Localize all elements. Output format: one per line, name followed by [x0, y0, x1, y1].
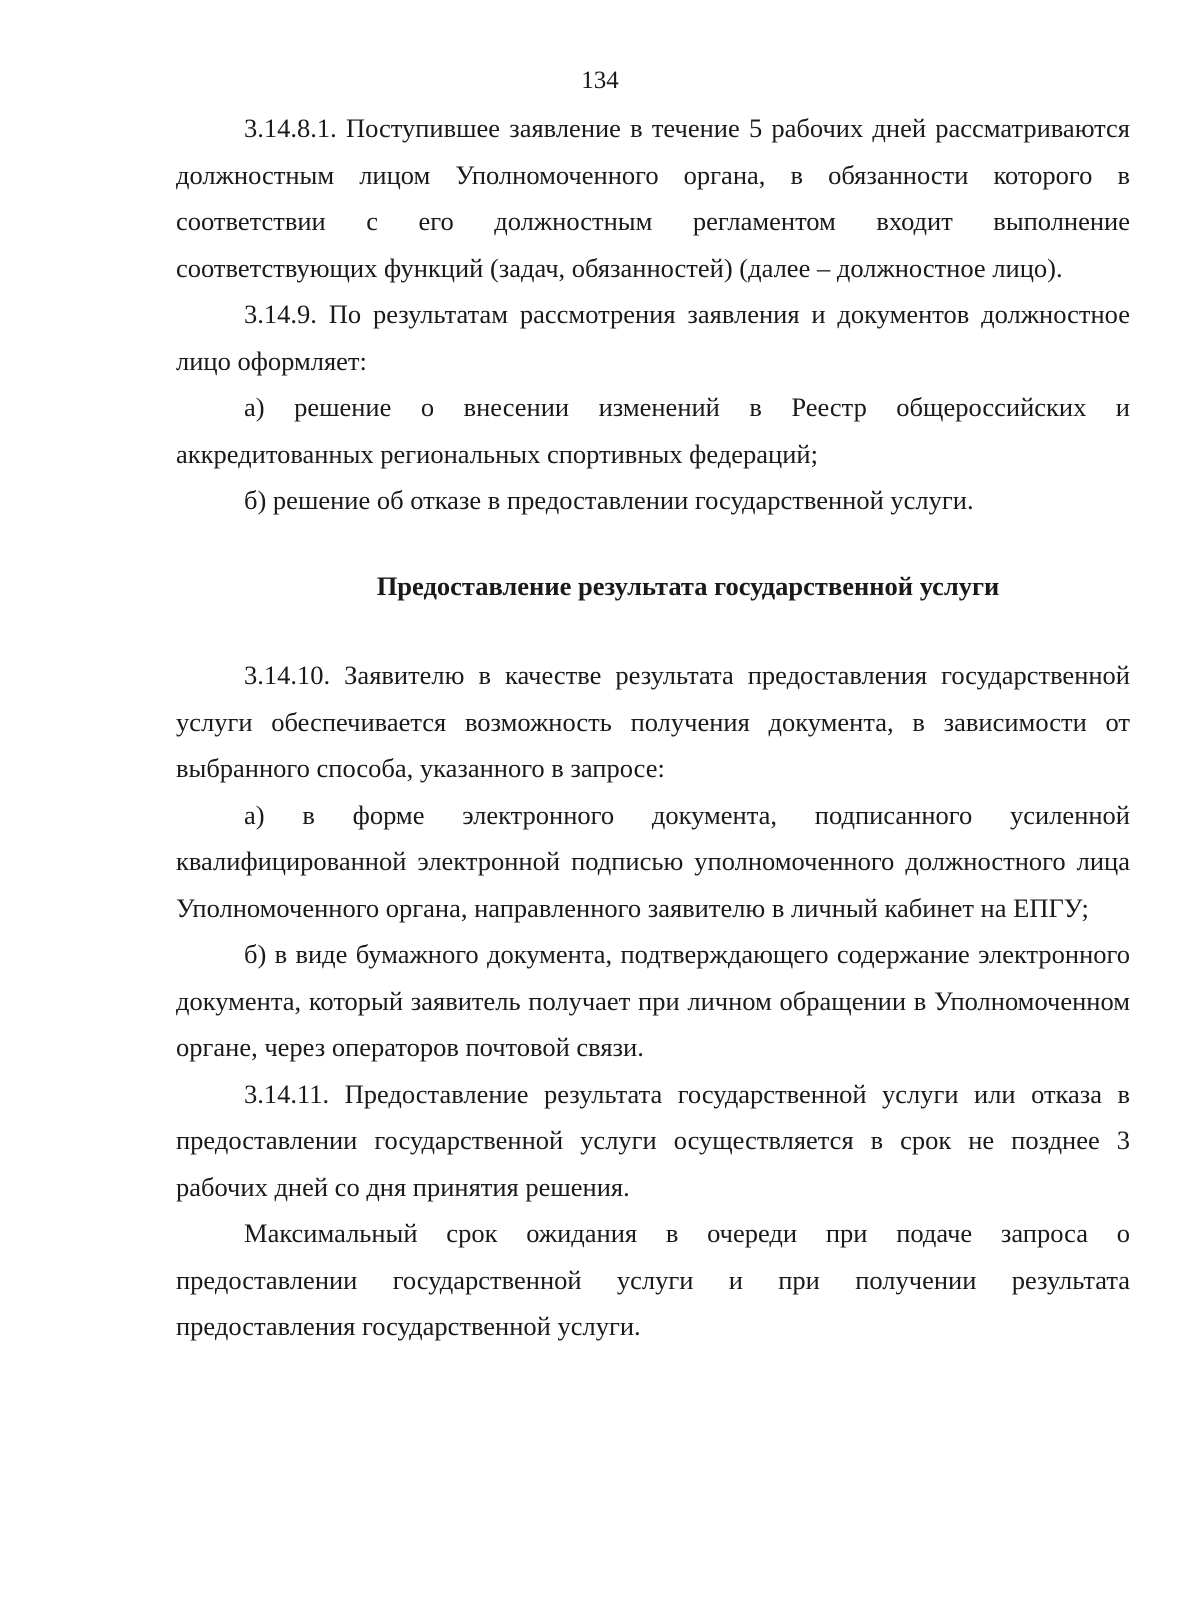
- section-heading: Предоставление результата государственной услуги: [376, 571, 1000, 601]
- list-item-a-registry-decision: а) решение о внесении изменений в Реестр общероссийских и аккредитованных региональных спортивных федераций;: [176, 392, 1130, 469]
- paragraph-3-14-11: 3.14.11. Предоставление результата государственной услуги или отказа в предоставлении государственной услуги осуществляется в срок не позднее 3 рабочих дней со дня принятия решения.: [176, 1078, 1130, 1202]
- list-item-a-electronic-document: а) в форме электронного документа, подписанного усиленной квалифицированной электронной подписью уполномоченного должностного лица Уполномоченного органа, направленного заявителю в личный кабинет на ЕПГУ;: [176, 799, 1130, 923]
- paragraph-max-waiting-time: Максимальный срок ожидания в очереди при подаче запроса о предоставлении государственной услуги и при получении результата предоставления государственной услуги.: [176, 1218, 1130, 1341]
- bottom-text-block: [176, 652, 1130, 1350]
- heading-block: [176, 563, 1200, 610]
- top-text-block: [176, 105, 1130, 524]
- list-item-b-paper-document: б) в виде бумажного документа, подтверждающего содержание электронного документа, который заявитель получает при личном обращении в Уполномоченном органе, через операторов почтовой связи.: [176, 939, 1130, 1062]
- paragraph-3-14-8-1: 3.14.8.1. Поступившее заявление в течение 5 рабочих дней рассматриваются должностным лицом Уполномоченного органа, в обязанности которого в соответствии с его должностным регламентом входит выполнение соответствующих функций (задач, обязанностей) (далее – должностное лицо).: [176, 113, 1130, 283]
- list-item-b-refusal-decision: б) решение об отказе в предоставлении государственной услуги.: [244, 485, 974, 515]
- paragraph-3-14-9: 3.14.9. По результатам рассмотрения заявления и документов должностное лицо оформляет:: [176, 299, 1130, 376]
- page-number: 134: [581, 67, 619, 94]
- paragraph-3-14-10: 3.14.10. Заявителю в качестве результата предоставления государственной услуги обеспечивается возможность получения документа, в зависимости от выбранного способа, указанного в запросе:: [176, 660, 1130, 783]
